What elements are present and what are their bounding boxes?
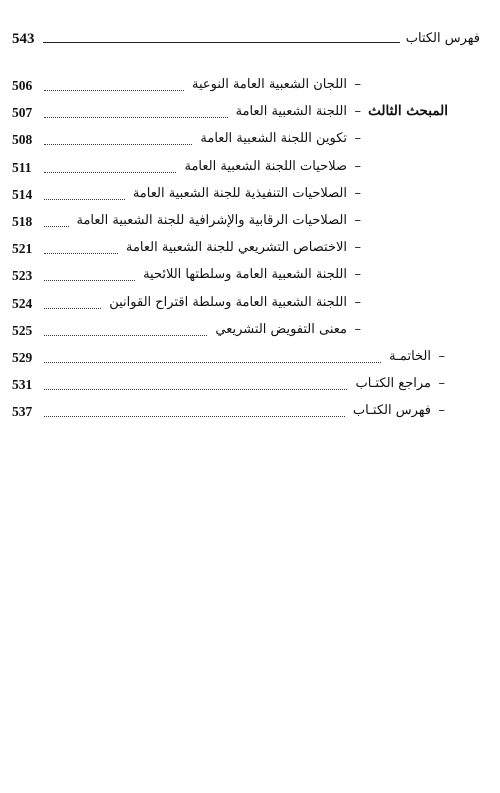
toc-leader-dots [44,253,118,254]
toc-row [0,128,500,154]
toc-dash: – [354,158,361,174]
toc-page-number: 511 [12,159,32,175]
toc-dash: – [354,213,361,228]
page-header [0,31,500,53]
toc-dash: – [438,349,445,364]
toc-dash: – [354,104,361,120]
toc-dash: – [438,403,445,419]
toc-row [0,74,500,100]
toc-row [0,264,500,290]
toc-leader-dots [44,280,135,281]
toc-leader-dots [44,226,69,227]
running-title: فهرس الكتاب [405,31,480,46]
toc-row [0,156,500,182]
page-number: 543 [12,31,35,47]
toc-row [0,101,500,127]
toc-leader-dots [44,389,347,390]
toc-leader-dots [44,199,125,200]
toc-page-number: 531 [12,377,33,393]
toc-page-number: 508 [12,132,33,148]
toc-entry-title: الاختصاص التشريعي للجنة الشعبية العامة [126,240,347,256]
toc-entry-title: الصلاحيات التنفيذية للجنة الشعبية العامة [132,185,347,201]
toc-row [0,210,500,236]
header-rule [43,42,400,43]
toc-page-number: 521 [12,241,33,257]
toc-page-number: 507 [12,105,33,121]
toc-page-number: 537 [12,404,33,420]
toc-dash: – [438,376,445,392]
toc-row [0,400,500,426]
toc-entry-title: اللجان الشعبية العامة النوعية [191,77,347,92]
toc-row [0,346,500,372]
toc-dash: – [354,267,361,283]
toc-leader-dots [44,144,192,145]
toc-entry-title: صلاحيات اللجنة الشعبية العامة [184,158,347,174]
toc-page-number: 529 [12,350,33,365]
toc-dash: – [354,131,361,147]
toc-page-number: 524 [12,295,33,311]
toc-entry-title: تكوين اللجنة الشعبية العامة [200,131,347,147]
toc-row [0,373,500,399]
toc-page-number: 514 [12,186,33,202]
toc-leader-dots [44,308,101,309]
toc-dash: – [354,77,361,92]
toc-leader-dots [44,117,228,118]
toc-leader-dots [44,172,176,173]
toc-section-label: المبحث الثالث [368,103,448,120]
toc-row [0,183,500,209]
toc-dash: – [354,294,361,310]
toc-page-number: 523 [12,268,33,284]
toc-leader-dots [44,335,207,336]
toc-entry-title: معنى التفويض التشريعي [215,321,347,337]
toc-dash: – [354,185,361,201]
toc-entry-title: فهرس الكتـاب [352,403,431,419]
toc-leader-dots [44,362,381,363]
toc-page-number: 525 [12,322,33,338]
toc-entry-title: اللجنة الشعبية العامة وسلطة اقتراح القوانين [109,294,347,310]
toc-row [0,237,500,263]
toc-row [0,292,500,318]
toc-dash: – [354,321,361,337]
toc-leader-dots [44,90,184,91]
toc-leader-dots [44,416,345,417]
toc-page-number: 506 [12,78,33,93]
toc-entry-title: اللجنة الشعبية العامة [235,104,347,120]
toc-page-number: 518 [12,214,33,229]
toc-entry-title: الصلاحيات الرقابية والإشرافية للجنة الشعبية العامة [76,213,347,228]
toc-entry-title: اللجنة الشعبية العامة وسلطتها اللائحية [143,267,347,283]
toc-row [0,319,500,345]
toc-dash: – [354,240,361,256]
toc-entry-title: مراجع الكتـاب [355,376,431,392]
toc-entry-title: الخاتمـة [389,349,431,364]
